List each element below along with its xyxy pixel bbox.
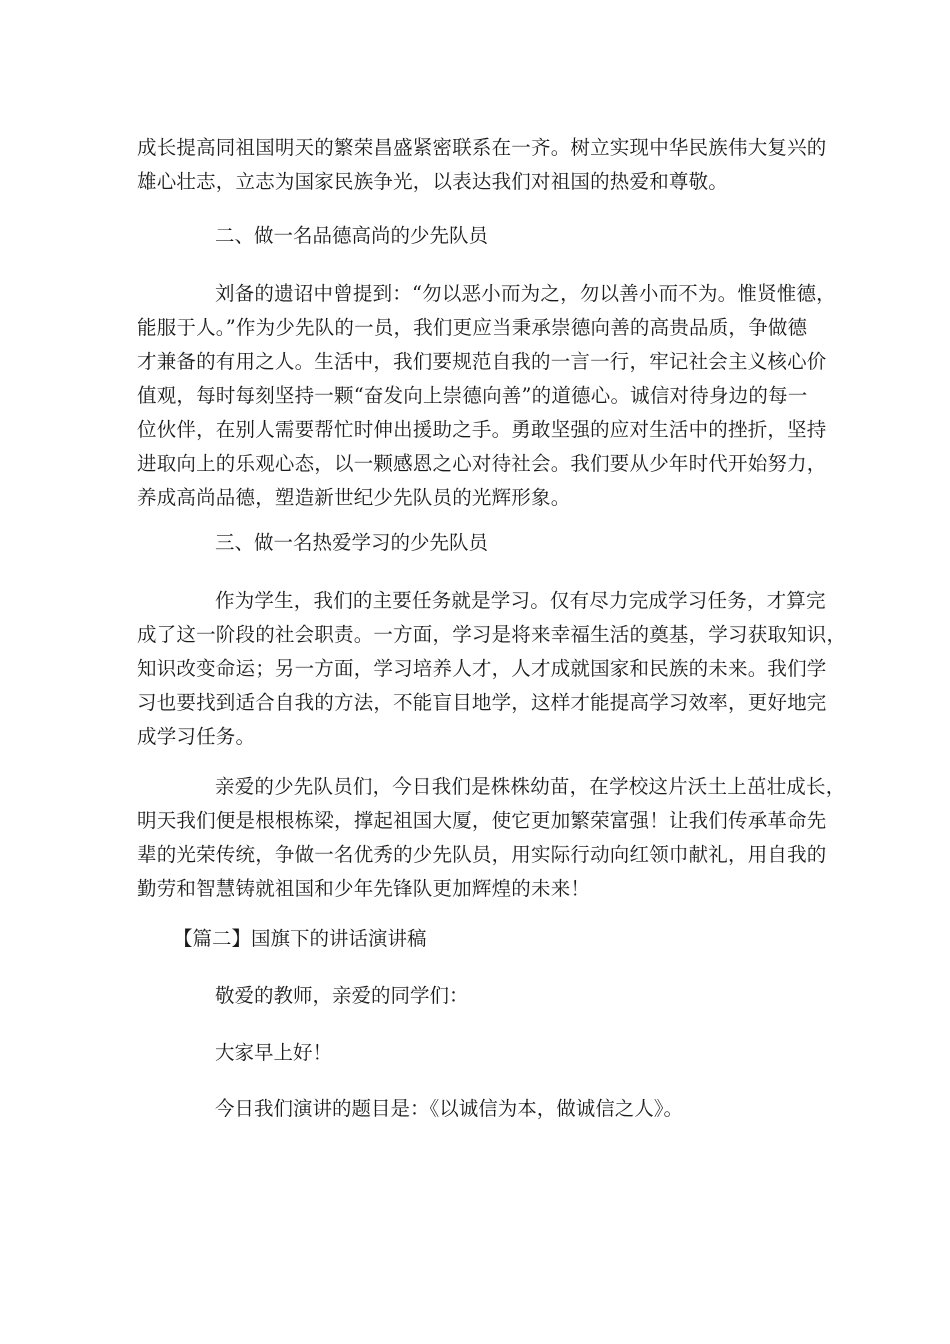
text-line: 知识改变命运；另一方面，学习培养人才，人才成就国家和民族的未来。我们学 bbox=[137, 657, 827, 680]
text-line: 成学习任务。 bbox=[137, 725, 256, 748]
text-line: 亲爱的少先队员们，今日我们是株株幼苗，在学校这片沃土上茁壮成长， bbox=[215, 775, 846, 798]
paragraph-intro bbox=[137, 131, 827, 199]
paragraph-study bbox=[137, 584, 847, 754]
section-heading-two: 二、做一名品德高尚的少先队员 bbox=[215, 224, 489, 247]
text-line: 位伙伴，在别人需要帮忙时伸出援助之手。勇敢坚强的应对生活中的挫折，坚持 bbox=[137, 418, 827, 441]
text-line: 明天我们便是根根栋梁，撑起祖国大厦，使它更加繁荣富强！让我们传承革命先 bbox=[137, 809, 827, 832]
text-line: 辈的光荣传统，争做一名优秀的少先队员，用实际行动向红领巾献礼，用自我的 bbox=[137, 843, 827, 866]
section-heading-three: 三、做一名热爱学习的少先队员 bbox=[215, 531, 489, 554]
morning-greeting: 大家早上好！ bbox=[215, 1041, 333, 1064]
text-line: 成了这一阶段的社会职责。一方面，学习是将来幸福生活的奠基，学习获取知识， bbox=[137, 623, 847, 646]
text-line: 养成高尚品德，塑造新世纪少先队员的光辉形象。 bbox=[137, 486, 571, 509]
paragraph-closing bbox=[137, 770, 846, 906]
text-line: 刘备的遗诏中曾提到：“勿以恶小而为之，勿以善小而不为。惟贤惟德， bbox=[215, 282, 836, 305]
greeting-line: 敬爱的教师，亲爱的同学们： bbox=[215, 984, 469, 1007]
text-line: 勤劳和智慧铸就祖国和少年先锋队更加辉煌的未来！ bbox=[137, 877, 591, 900]
text-line: 值观，每时每刻坚持一颗“奋发向上崇德向善”的道德心。诚信对待身边的每一 bbox=[137, 384, 808, 407]
text-line: 能服于人。”作为少先队的一员，我们更应当秉承崇德向善的高贵品质，争做德 bbox=[137, 316, 808, 339]
paragraph-virtue bbox=[137, 277, 836, 515]
text-line: 雄心壮志，立志为国家民族争光，以表达我们对祖国的热爱和尊敬。 bbox=[137, 170, 729, 193]
text-line: 进取向上的乐观心态，以一颗感恩之心对待社会。我们要从少年时代开始努力， bbox=[137, 452, 827, 475]
text-line: 成长提高同祖国明天的繁荣昌盛紧密联系在一齐。树立实现中华民族伟大复兴的 bbox=[137, 136, 827, 159]
text-line: 习也要找到适合自我的方法，不能盲目地学，这样才能提高学习效率，更好地完 bbox=[137, 691, 827, 714]
article-two-heading: 【篇二】国旗下的讲话演讲稿 bbox=[173, 927, 427, 950]
text-line: 作为学生，我们的主要任务就是学习。仅有尽力完成学习任务，才算完 bbox=[215, 589, 826, 612]
text-line: 才兼备的有用之人。生活中，我们要规范自我的一言一行，牢记社会主义核心价 bbox=[137, 350, 827, 373]
speech-topic: 今日我们演讲的题目是：《以诚信为本，做诚信之人》。 bbox=[215, 1097, 684, 1120]
